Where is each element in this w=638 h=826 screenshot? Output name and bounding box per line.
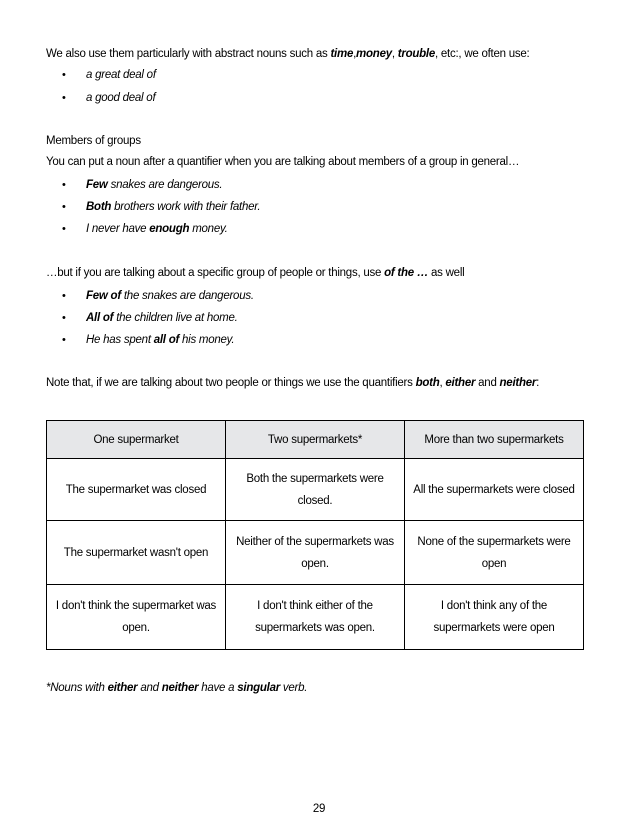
table-cell: Neither of the supermarkets was open. bbox=[226, 521, 405, 585]
bullet-icon: • bbox=[62, 223, 66, 235]
bullet-icon: • bbox=[62, 69, 66, 81]
term-neither: neither bbox=[161, 682, 199, 694]
bullet-icon: • bbox=[62, 290, 66, 302]
bullet-text bbox=[86, 178, 222, 192]
emphasis: All of bbox=[86, 312, 114, 324]
intro-text-end: , etc:, we often use: bbox=[435, 48, 530, 60]
specific-text-end: as well bbox=[428, 267, 465, 279]
bullet-rest: snakes are dangerous. bbox=[107, 179, 223, 191]
table-row bbox=[47, 585, 584, 650]
emphasis: enough bbox=[149, 223, 190, 235]
note-and: and bbox=[475, 377, 500, 389]
footnote-mid: have a bbox=[198, 682, 238, 694]
bullet-icon: • bbox=[62, 201, 66, 213]
table-cell: All the supermarkets were closed bbox=[405, 459, 584, 521]
bullet-rest: money. bbox=[189, 223, 228, 235]
term-of-the: of the … bbox=[384, 267, 429, 279]
table-cell: I don't think the supermarket was open. bbox=[47, 585, 226, 650]
table-cell: I don't think any of the supermarkets were open bbox=[405, 585, 584, 650]
emphasis: Few bbox=[86, 179, 108, 191]
intro-text: We also use them particularly with abstract nouns such as bbox=[46, 48, 331, 60]
intro-paragraph bbox=[46, 47, 529, 61]
bullet-text bbox=[86, 200, 260, 214]
emphasis: Few of bbox=[86, 290, 121, 302]
specific-text: …but if you are talking about a specific group of people or things, use bbox=[46, 267, 385, 279]
table-cell: The supermarket was closed bbox=[47, 459, 226, 521]
note-paragraph bbox=[46, 376, 539, 390]
table-cell: None of the supermarkets were open bbox=[405, 521, 584, 585]
bullet-rest: his money. bbox=[179, 334, 235, 346]
punctuation: , bbox=[353, 48, 357, 60]
table-row bbox=[47, 521, 584, 585]
bullet-rest: the snakes are dangerous. bbox=[120, 290, 254, 302]
bullet-icon: • bbox=[62, 179, 66, 191]
term-either: either bbox=[445, 377, 476, 389]
bullet-icon: • bbox=[62, 92, 66, 104]
column-header: Two supermarkets* bbox=[226, 421, 405, 459]
table-row bbox=[47, 459, 584, 521]
footnote bbox=[46, 681, 307, 695]
bullet-icon: • bbox=[62, 312, 66, 324]
punctuation: , bbox=[391, 48, 398, 60]
bullet-rest: the children live at home. bbox=[113, 312, 238, 324]
column-header: One supermarket bbox=[47, 421, 226, 459]
term-either: either bbox=[107, 682, 138, 694]
table-cell: Both the supermarkets were closed. bbox=[226, 459, 405, 521]
term-trouble: trouble bbox=[397, 48, 435, 60]
table-cell: I don't think either of the supermarkets was open. bbox=[226, 585, 405, 650]
bullet-pre: He has spent bbox=[86, 334, 154, 346]
term-money: money bbox=[356, 48, 392, 60]
specific-paragraph bbox=[46, 266, 464, 280]
bullet-text: a great deal of bbox=[86, 69, 156, 81]
term-neither: neither bbox=[499, 377, 537, 389]
term-time: time bbox=[330, 48, 354, 60]
bullet-rest: brothers work with their father. bbox=[111, 201, 261, 213]
note-text: Note that, if we are talking about two people or things we use the quantifiers bbox=[46, 377, 416, 389]
footnote-end: verb. bbox=[279, 682, 308, 694]
bullet-text bbox=[86, 289, 254, 303]
bullet-text: a good deal of bbox=[86, 92, 156, 104]
section-heading: Members of groups bbox=[46, 135, 141, 147]
term-both: both bbox=[415, 377, 440, 389]
bullet-text bbox=[86, 311, 238, 325]
emphasis: all of bbox=[153, 334, 180, 346]
punctuation: : bbox=[536, 377, 540, 389]
emphasis: Both bbox=[86, 201, 112, 213]
bullet-pre: I never have bbox=[86, 223, 150, 235]
table-header-row bbox=[47, 421, 584, 459]
members-paragraph: You can put a noun after a quantifier when you are talking about members of a group in general… bbox=[46, 156, 520, 168]
bullet-text bbox=[86, 222, 228, 236]
quantifier-table bbox=[46, 420, 584, 650]
term-singular: singular bbox=[237, 682, 280, 694]
bullet-icon: • bbox=[62, 334, 66, 346]
footnote-text: *Nouns with bbox=[46, 682, 108, 694]
bullet-text bbox=[86, 333, 234, 347]
footnote-and: and bbox=[137, 682, 162, 694]
page-number: 29 bbox=[312, 803, 326, 815]
column-header: More than two supermarkets bbox=[405, 421, 584, 459]
punctuation: , bbox=[439, 377, 446, 389]
table-cell: The supermarket wasn't open bbox=[47, 521, 226, 585]
